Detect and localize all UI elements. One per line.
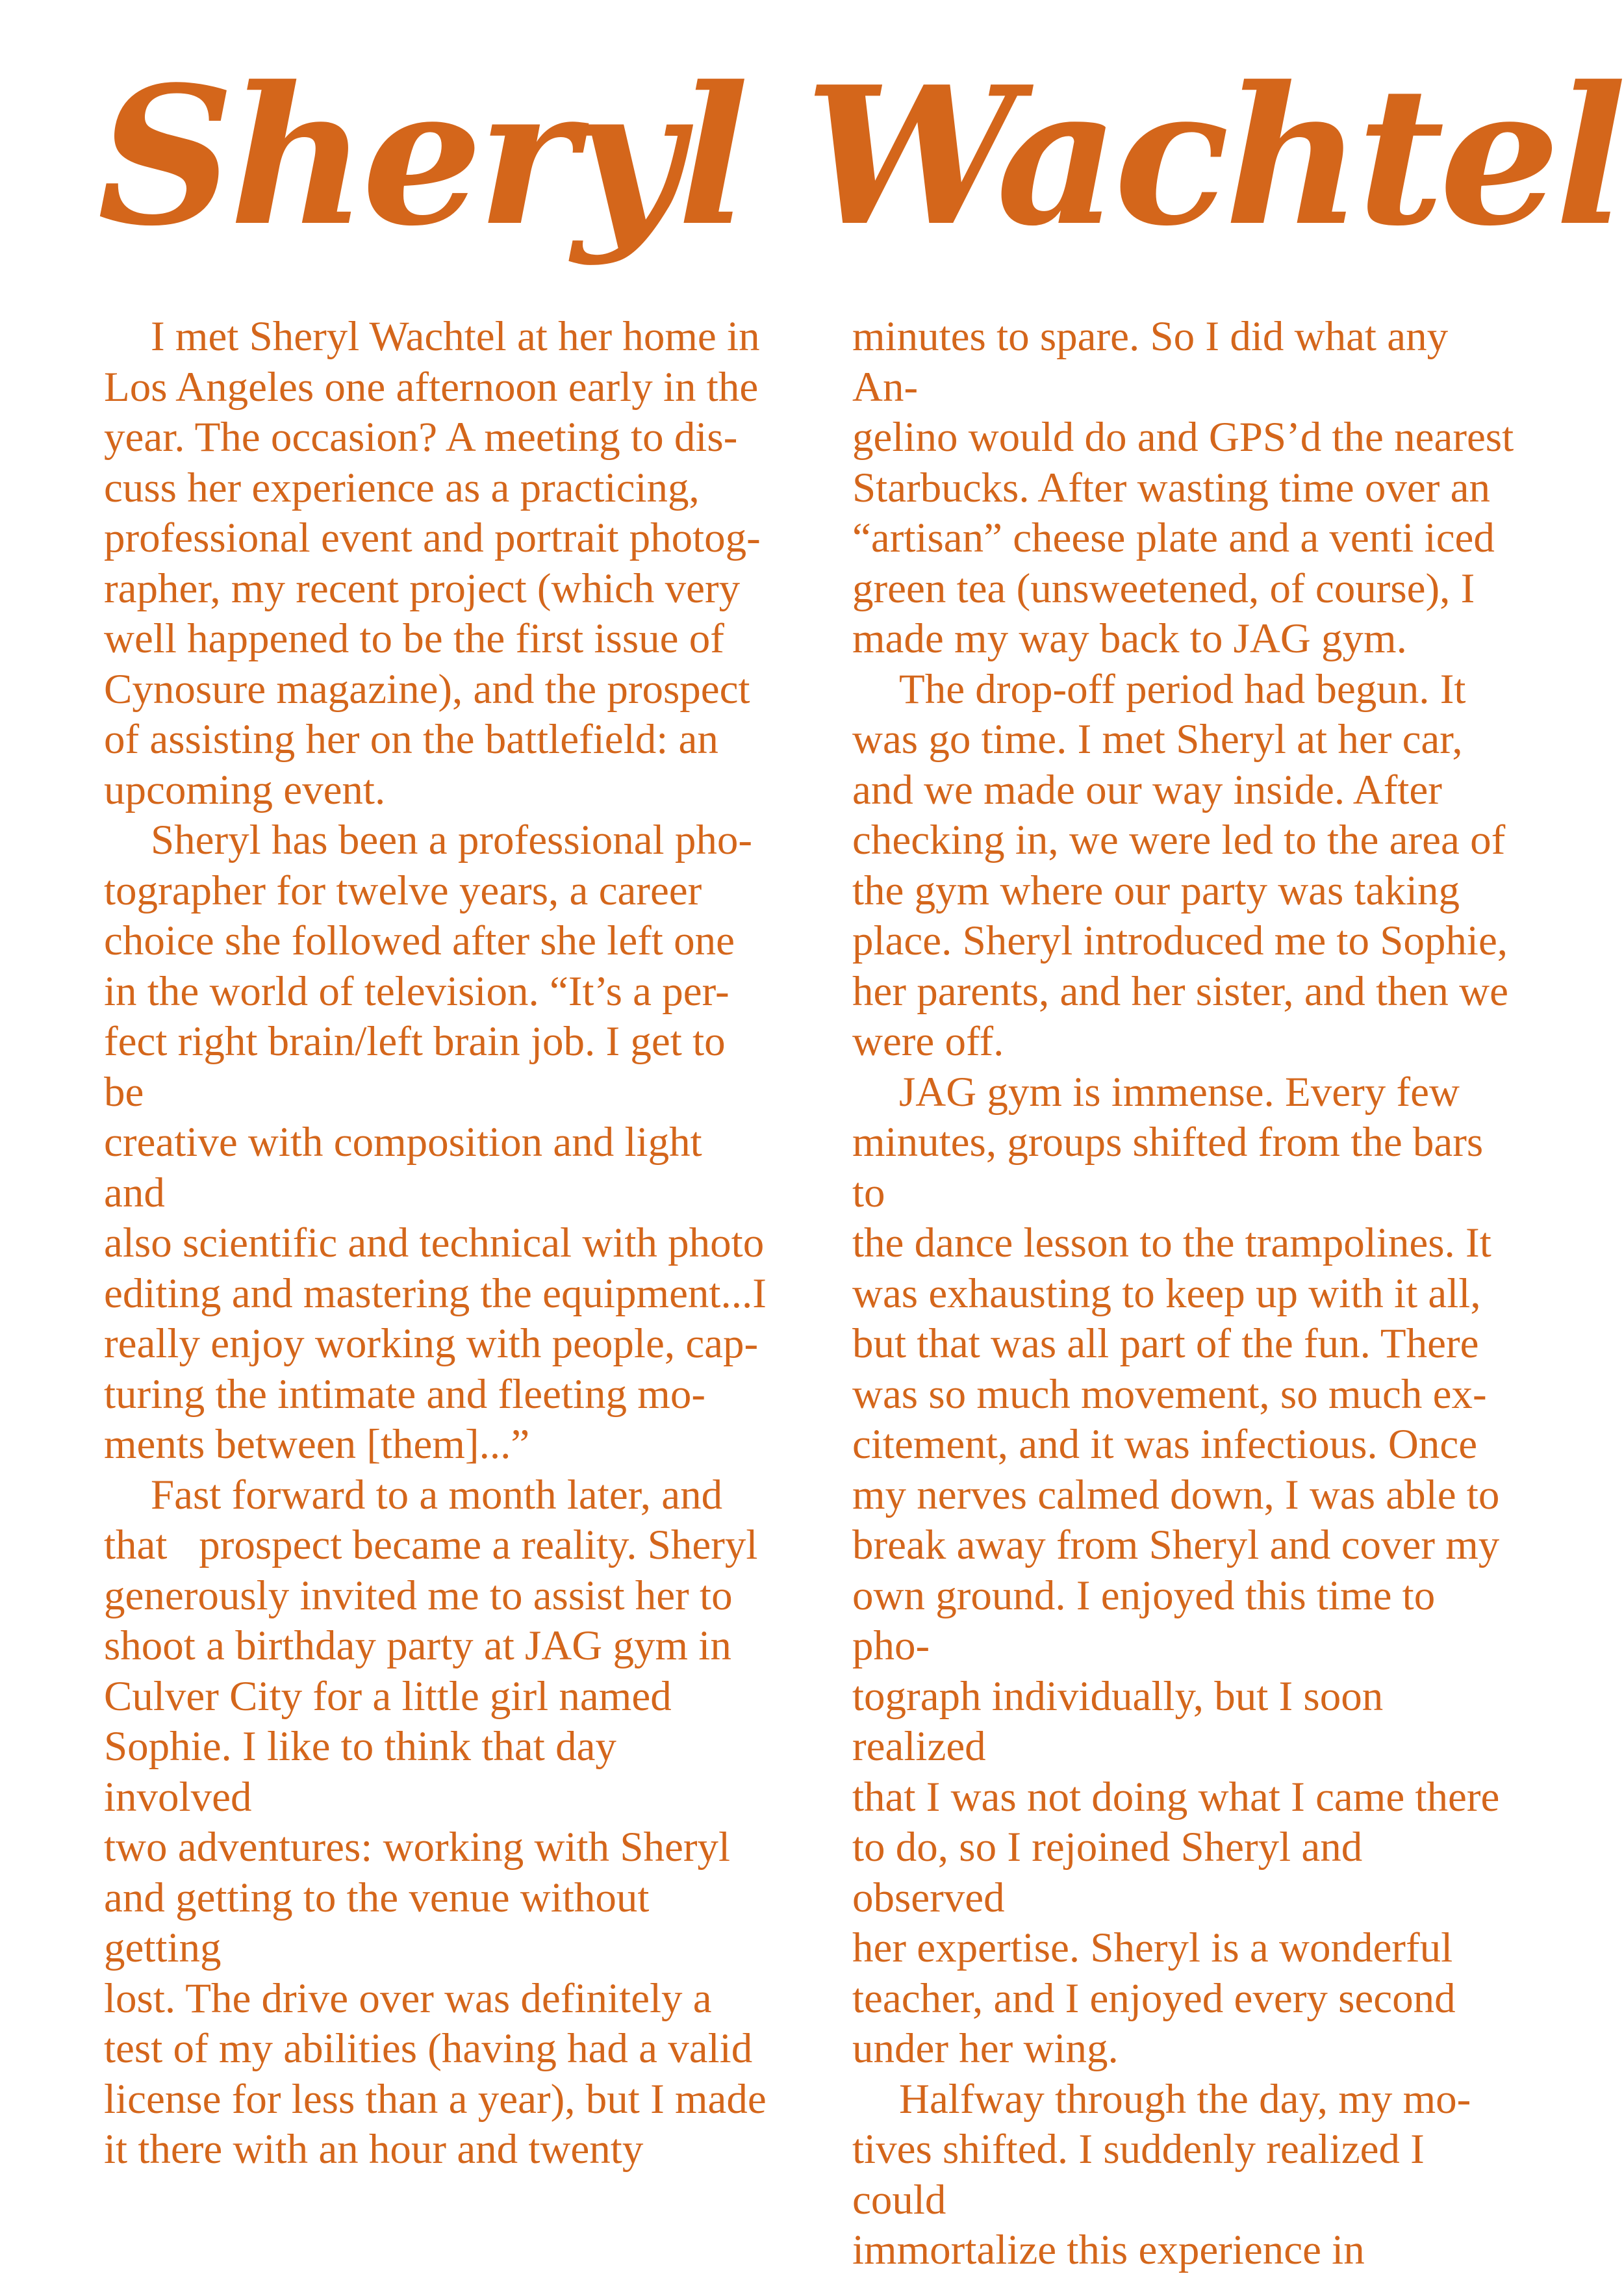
- paragraph: JAG gym is immense. Every few minutes, groups shifted from the bars to the dance lesson to the trampolines. It was exhausting to keep up with it all, but that was all part of the fun. There was so much movement, so much ex- citement, and it was infectious. Once my nerves calmed down, I was able to break away from Sheryl and cover my own ground. I enjoyed this time to pho- tograph individually, but I soon realized that I was not doing what I came there to do, so I rejoined Sheryl and observed her expertise. Sheryl is a wonderful teacher, and I enjoyed every second under her wing.: [852, 1068, 1500, 2072]
- article-column-right: [852, 312, 1515, 2276]
- paragraph: Halfway through the day, my mo- tives shifted. I suddenly realized I could immortalize this experience in: [852, 2075, 1471, 2273]
- article-column-left: [104, 312, 767, 2175]
- paragraph: The drop-off period had begun. It was go time. I met Sheryl at her car, and we made our way inside. After checking in, we were led to the area of the gym where our party was taking place. Sheryl introduced me to Sophie, her parents, and her sister, and then we were off.: [852, 665, 1508, 1065]
- page-title: Sheryl Wachtel: [97, 45, 1622, 268]
- paragraph: I met Sheryl Wachtel at her home in Los Angeles one afternoon early in the year. The occasion? A meeting to dis- cuss her experience as a practicing, professional event and portrait photog- rapher, my recent project (which very well happened to be the first issue of Cynosure magazine), and the prospect of assisting her on the battlefield: an upcoming event.: [104, 313, 761, 813]
- paragraph: Fast forward to a month later, and that prospect became a reality. Sheryl generously invited me to assist her to shoot a birthday party at JAG gym in Culver City for a little girl named Sophie. I like to think that day involved two adventures: working with Sheryl and getting to the venue without getting lost. The drive over was definitely a test of my abilities (having had a valid license for less than a year), but I made it there with an hour and twenty: [104, 1471, 767, 2173]
- paragraph: Sheryl has been a professional pho- tographer for twelve years, a career choice she followed after she left one in the world of television. “It’s a per- fect right brain/left brain job. I get to be creative with composition and light and also scientific and technical with photo editing and mastering the equipment...I really enjoy working with people, cap- turing the intimate and fleeting mo- ments between [them]...”: [104, 817, 767, 1468]
- paragraph-continuation: minutes to spare. So I did what any An- gelino would do and GPS’d the nearest Starbucks. After wasting time over an “artisan” cheese plate and a venti iced green tea (unsweetened, of course), I made my way back to JAG gym.: [852, 313, 1514, 662]
